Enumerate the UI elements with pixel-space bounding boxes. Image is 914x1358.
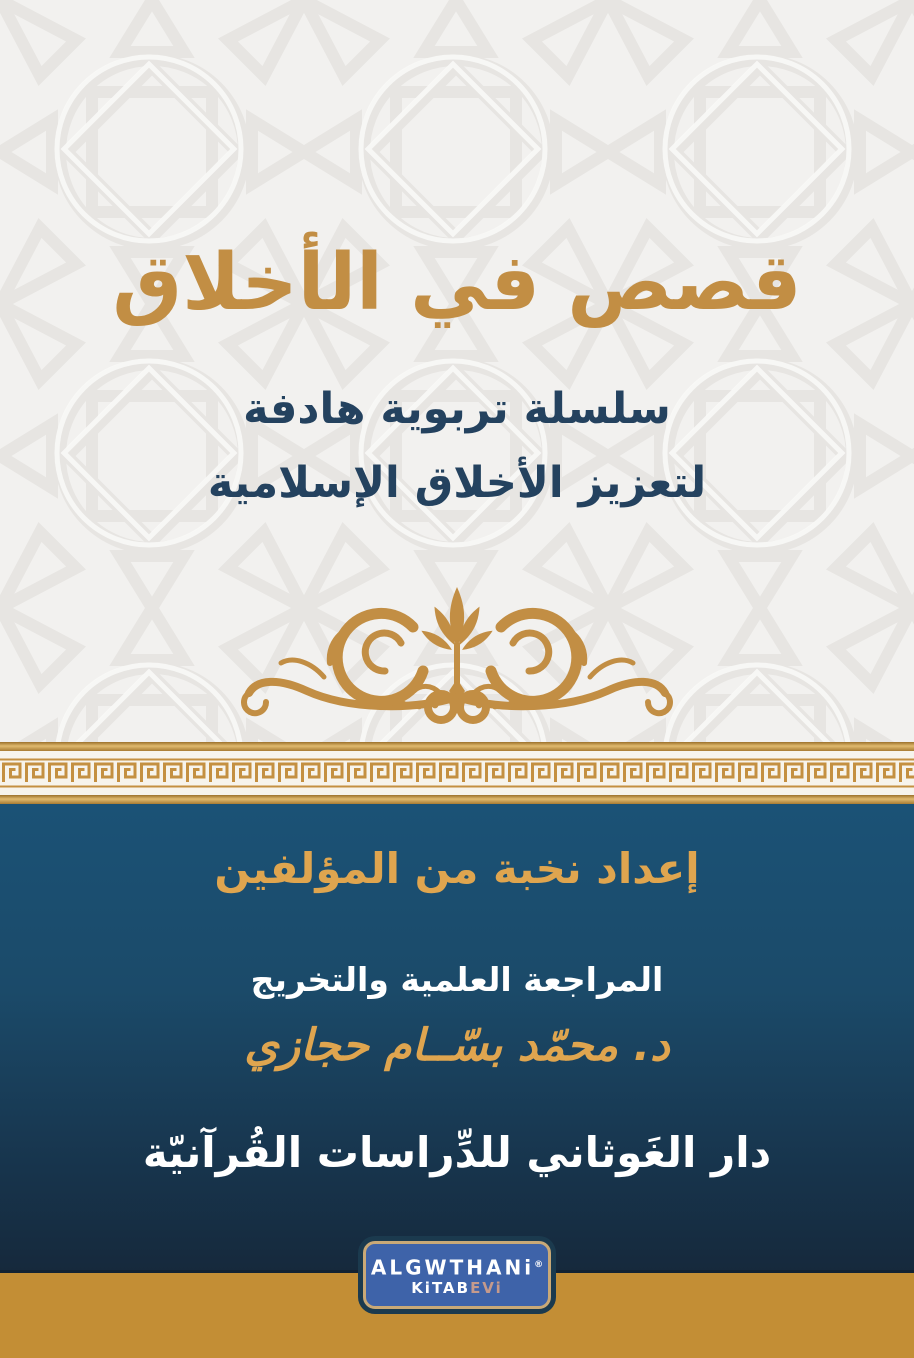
publisher-calligraphy: دار الغَوثاني للدِّراسات القُرآنيّة <box>142 1128 772 1177</box>
gold-bar-top <box>0 742 914 751</box>
publisher-badge <box>358 1236 556 1314</box>
review-label-line: المراجعة العلمية والتخريج <box>250 960 664 999</box>
greek-key-band-icon <box>0 742 914 804</box>
gold-bar-bottom <box>0 795 914 804</box>
reviewer-name-line: د. محمّد بسّــام حجازي <box>244 1020 670 1071</box>
prepared-by-line: إعداد نخبة من المؤلفين <box>214 844 700 893</box>
registered-mark-icon: ® <box>534 1259 544 1270</box>
book-subtitle-line1: سلسلة تربوية هادفة <box>243 384 671 434</box>
book-subtitle-line2: لتعزيز الأخلاق الإسلامية <box>207 458 707 508</box>
publisher-badge-name <box>371 1253 543 1280</box>
publisher-badge-inner <box>363 1241 551 1309</box>
publisher-badge-subname <box>411 1279 503 1297</box>
greek-key-strip <box>0 751 914 795</box>
badge-name-text: ALGWTHANi <box>370 1255 535 1280</box>
gold-floral-flourish-icon <box>227 583 687 735</box>
badge-subname-accent: EVi <box>470 1279 503 1298</box>
book-title: قصص في الأخلاق <box>112 238 802 328</box>
badge-subname-white: KiTAB <box>411 1279 471 1298</box>
